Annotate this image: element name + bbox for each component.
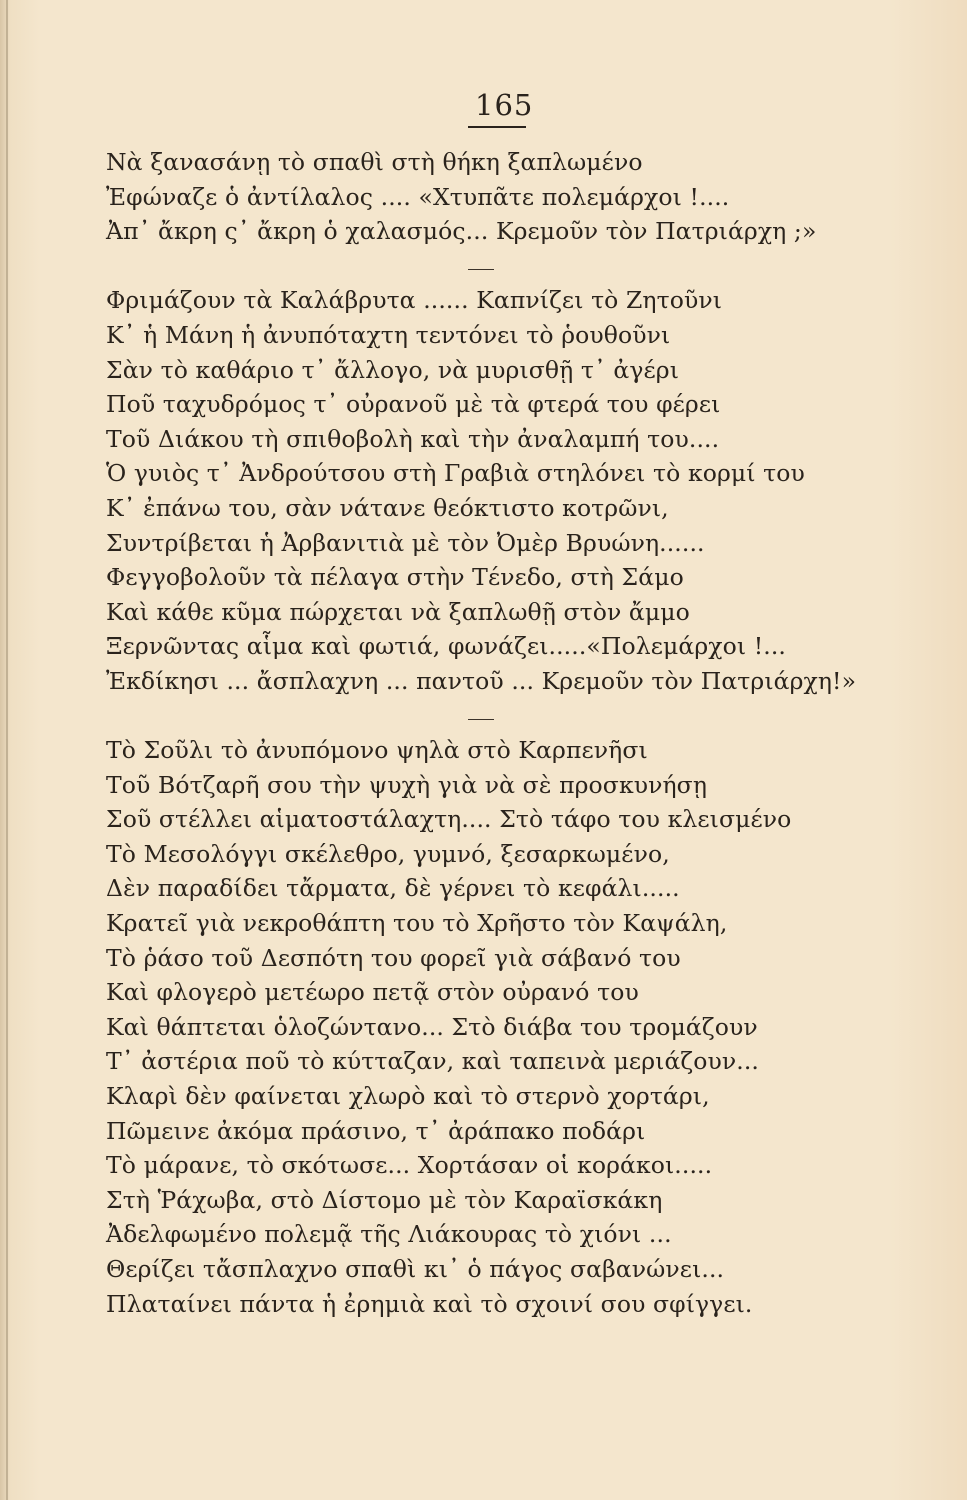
poem-line: Φριμάζουν τὰ Καλάβρυτα ...... Καπνίζει τὸ Ζητοῦνι	[106, 286, 723, 315]
poem-line: Θερίζει τἄσπλαχνο σπαθὶ κι᾽ ὁ πάγος σαβανώνει...	[106, 1255, 725, 1283]
poem-line: Συντρίβεται ἡ Ἀρβανιτιὰ μὲ τὸν Ὀμὲρ Βρυώνη......	[106, 528, 705, 557]
poem-text	[106, 145, 857, 1321]
poem-line: Ἐκδίκησι ... ἄσπλαχνη ... παντοῦ ... Κρεμοῦν τὸν Πατριάρχη!»	[106, 666, 857, 695]
poem-line: Ξερνῶντας αἷμα καὶ φωτιά, φωνάζει.....«Πολεμάρχοι !...	[106, 632, 786, 661]
poem-line: Κρατεῖ γιὰ νεκροθάπτη του τὸ Χρῆστο τὸν Καψάλη,	[106, 909, 728, 938]
poem-line: Ἀδελφωμένο πολεμᾷ τῆς Λιάκουρας τὸ χιόνι ...	[106, 1220, 672, 1249]
poem-line: Πῶμεινε ἀκόμα πράσινο, τ᾽ ἀράπακο ποδάρι	[106, 1116, 646, 1145]
poem-line: Τὸ Σοῦλι τὸ ἀνυπόμονο ψηλὰ στὸ Καρπενῆσι	[106, 736, 648, 765]
poem-line: Καὶ φλογερὸ μετέωρο πετᾷ στὸν οὐρανό του	[106, 978, 639, 1007]
poem-line: Καὶ κάθε κῦμα πώρχεται νὰ ξαπλωθῇ στὸν ἄμμο	[106, 597, 690, 626]
poem-line: Σὰν τὸ καθάριο τ᾽ ἄλλογο, νὰ μυρισθῇ τ᾽ ἀγέρι	[106, 355, 680, 384]
poem-line: Τ᾽ ἀστέρια ποῦ τὸ κύτταζαν, καὶ ταπεινὰ μεριάζουν...	[106, 1047, 759, 1076]
stanza-separator	[106, 249, 846, 284]
poem-line: Δὲν παραδίδει τἄρματα, δὲ γέρνει τὸ κεφάλι.....	[106, 874, 680, 903]
poem-line: Κ᾽ ἡ Μάνη ἡ ἀνυπόταχτη τεντόνει τὸ ῥουθοῦνι	[106, 320, 671, 349]
poem-line: Τὸ μάρανε, τὸ σκότωσε... Χορτάσαν οἱ κοράκοι.....	[106, 1151, 713, 1180]
poem-line: Τοῦ Βότζαρῆ σου τὴν ψυχὴ γιὰ νὰ σὲ προσκυνήσῃ	[106, 770, 708, 799]
poem-line: Νὰ ξανασάνῃ τὸ σπαθὶ στὴ θήκη ξαπλωμένο	[106, 148, 643, 176]
poem-line: Φεγγοβολοῦν τὰ πέλαγα στὴν Τένεδο, στὴ Σάμο	[106, 563, 684, 592]
poem-line: Ἀπ᾽ ἄκρη ς᾽ ἄκρη ὁ χαλασμός... Κρεμοῦν τὸν Πατριάρχη ;»	[106, 217, 817, 246]
poem-line: Κ᾽ ἐπάνω του, σὰν νάτανε θεόκτιστο κοτρῶνι,	[106, 493, 669, 522]
poem-line: Τοῦ Διάκου τὴ σπιθοβολὴ καὶ τὴν ἀναλαμπή του....	[106, 424, 720, 453]
page-spine-edge	[6, 0, 8, 1500]
poem-line: Πλαταίνει πάντα ἡ ἐρημιὰ καὶ τὸ σχοινί σου σφίγγει.	[106, 1289, 753, 1318]
poem-line: Σοῦ στέλλει αἱματοστάλαχτη.... Στὸ τάφο του κλεισμένο	[106, 805, 792, 834]
poem-line: Ποῦ ταχυδρόμος τ᾽ οὐρανοῦ μὲ τὰ φτερά του φέρει	[106, 390, 721, 419]
page-number-underline	[468, 126, 526, 128]
poem-line: Στὴ Ῥάχωβα, στὸ Δίστομο μὲ τὸν Καραϊσκάκη	[106, 1185, 663, 1214]
poem-line: Τὸ Μεσολόγγι σκέλεθρο, γυμνό, ξεσαρκωμένο,	[106, 839, 670, 868]
page-number: 165	[475, 88, 534, 122]
stanza-separator	[106, 699, 846, 734]
poem-line: Ἐφώναζε ὁ ἀντίλαλος .... «Χτυπᾶτε πολεμάρχοι !....	[106, 182, 730, 211]
poem-line: Ὁ γυιὸς τ᾽ Ἀνδρούτσου στὴ Γραβιὰ στηλόνει τὸ κορμί του	[106, 459, 805, 488]
poem-line: Τὸ ῥάσο τοῦ Δεσπότη του φορεῖ γιὰ σάβανό του	[106, 943, 681, 972]
poem-line: Κλαρὶ δὲν φαίνεται χλωρὸ καὶ τὸ στερνὸ χορτάρι,	[106, 1082, 710, 1111]
poem-line: Καὶ θάπτεται ὁλοζώντανο... Στὸ διάβα του τρομάζουν	[106, 1012, 758, 1041]
